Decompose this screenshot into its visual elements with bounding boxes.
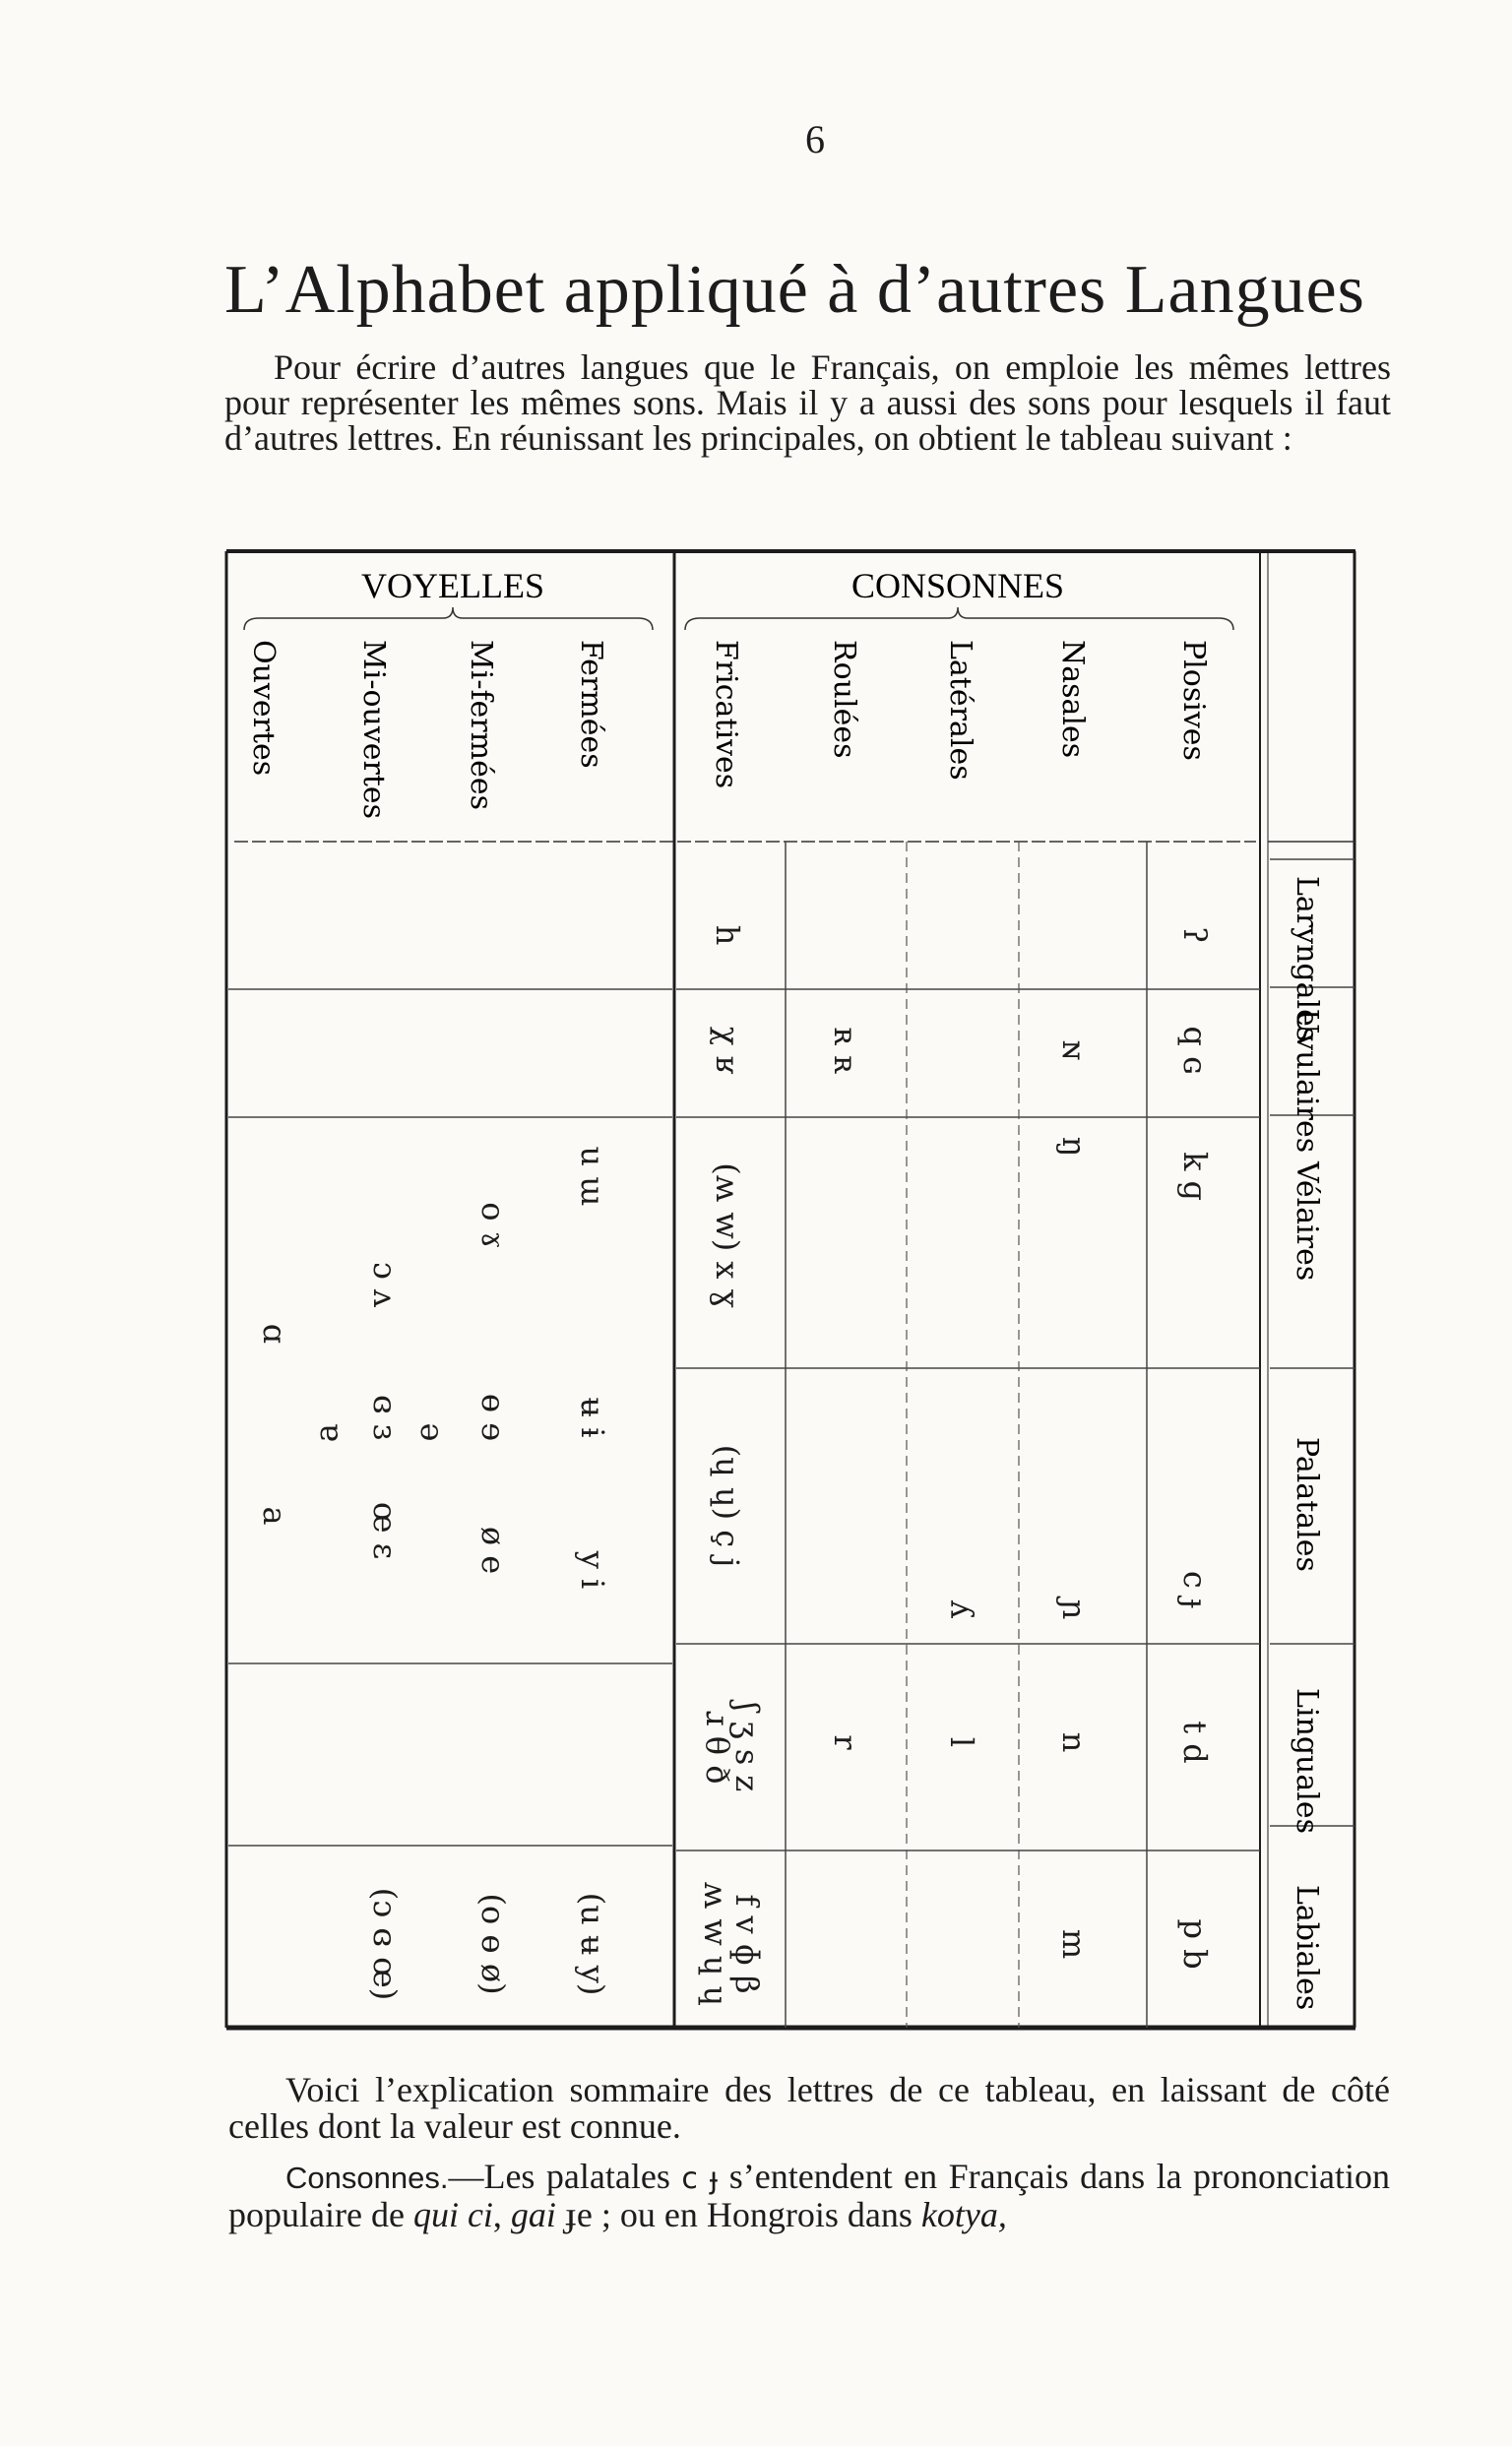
cell-labiales-mi-fermees: (o ɵ ø) — [474, 1893, 512, 1995]
cell-velaires-plosives: k ɡ — [1176, 1151, 1214, 1202]
example-gai: gai — [510, 2195, 556, 2234]
intro-text: Pour écrire d’autres langues que le Français, on emploie les mêmes lettres pour représenter les mêmes sons. Mais il y a aussi des sons pour lesquels il faut d’autres lettres. En réunissant les principales, on obtient le tableau suivant : — [224, 347, 1391, 458]
cell-velaires-fricatives: (ʍ w) x ɣ — [709, 1162, 746, 1308]
example-qui-ci: qui ci — [412, 2195, 493, 2234]
place-labiales: Labiales — [1290, 1885, 1324, 2011]
cell-laryngales-plosives: ʔ — [1176, 926, 1214, 944]
row-label-mi-ouvertes: Mi-ouvertes — [356, 640, 391, 820]
cell-linguales-fricatives-1: ʃ ʒ s z — [728, 1702, 766, 1792]
cell-uvulaires-fricatives: χ ʁ — [709, 1026, 746, 1075]
cell-linguales-fricatives-2: ɹ θ ð — [699, 1710, 736, 1785]
cell-velaires-nasales: ŋ — [1055, 1136, 1093, 1158]
row-label-fricatives: Fricatives — [709, 640, 743, 789]
explanation-paragraph-1: Voici l’explication sommaire des lettres de ce tableau, en laissant de côté celles dont la valeur est connue. — [228, 2070, 1390, 2146]
explanation-text-b: s’entendent en Français dans la prononciation populaire de — [228, 2157, 1390, 2234]
cell-labiales-fermees: (u ʉ y) — [574, 1892, 611, 1996]
row-label-nasales: Nasales — [1055, 640, 1090, 759]
cell-velaires-ouvertes: ɑ — [256, 1323, 293, 1345]
cell-palatales-nasales: ɲ — [1055, 1599, 1093, 1620]
palatal-symbols: c ɟ — [681, 2162, 719, 2196]
cell-uvulaires-plosives: q ɢ — [1176, 1026, 1214, 1075]
cell-linguales-roulees: r — [827, 1734, 864, 1750]
cell-linguales-nasales: n — [1055, 1731, 1093, 1753]
place-palatales: Palatales — [1290, 1437, 1324, 1572]
page-number: 6 — [805, 117, 825, 161]
cell-labiales-plosives: p b — [1176, 1918, 1214, 1970]
cell-palatales-ouvertes: a — [256, 1506, 293, 1526]
cell-linguales-plosives: t d — [1176, 1721, 1214, 1764]
explanation-section — [228, 2072, 1390, 2247]
row-label-roulees: Roulées — [827, 640, 861, 759]
row-label-ouvertes: Ouvertes — [246, 640, 281, 777]
cell-centrales-fermees: ʉ ɨ — [574, 1397, 611, 1438]
explanation-text-c: , — [492, 2195, 511, 2234]
row-label-plosives: Plosives — [1176, 640, 1211, 761]
cell-labiales-nasales: m — [1055, 1928, 1093, 1960]
consonnes-heading: Consonnes. — [285, 2161, 449, 2195]
cell-linguales-laterales: l — [943, 1736, 980, 1748]
row-label-mi-fermees: Mi-fermées — [464, 640, 498, 810]
cell-palatales-fricatives: (ɥ ɥ) ç j — [709, 1444, 746, 1568]
place-laryngales: Laryngales — [1290, 876, 1324, 1042]
cell-centrales-ouvertes: ɐ — [313, 1422, 350, 1442]
consonnes-header: CONSONNES — [850, 566, 1065, 605]
cell-centrales-schwa: ə — [413, 1422, 451, 1442]
row-label-laterales: Latérales — [943, 640, 977, 781]
ipa-chart-table — [224, 546, 1357, 2033]
voyelles-header: VOYELLES — [361, 566, 544, 605]
place-linguales: Linguales — [1290, 1688, 1324, 1834]
cell-palatales-plosives: c ɟ — [1176, 1570, 1214, 1609]
cell-centrales-mi-fermees: ɵ ɘ — [474, 1393, 512, 1442]
explanation-text-d: ɟe ; ou en Hongrois dans — [555, 2195, 921, 2234]
row-label-fermees: Fermées — [574, 640, 608, 769]
page-title: L’Alphabet appliqué à d’autres Langues — [224, 252, 1365, 328]
cell-velaires-mi-ouvertes: ɔ ʌ — [366, 1261, 404, 1308]
cell-palatales-laterales: ʎ — [943, 1599, 980, 1619]
intro-paragraph — [224, 349, 1391, 456]
cell-palatales-mi-ouvertes: œ ɛ — [366, 1501, 404, 1560]
place-uvulaires: Uvulaires — [1290, 1009, 1324, 1154]
cell-laryngales-fricatives: h — [709, 924, 746, 946]
cell-labiales-fricatives-1: f v ɸ β — [728, 1894, 766, 1994]
example-kotya: kotya, — [920, 2195, 1007, 2234]
explanation-paragraph-2 — [228, 2159, 1390, 2233]
cell-palatales-fermees: y i — [574, 1550, 611, 1590]
cell-labiales-mi-ouvertes: (ɔ ɞ œ) — [366, 1887, 404, 2001]
cell-palatales-mi-fermees: ø e — [474, 1526, 512, 1575]
cell-uvulaires-nasales: ɴ — [1055, 1039, 1093, 1061]
place-velaires: Vélaires — [1290, 1161, 1324, 1282]
cell-uvulaires-roulees: ʀ ʀ — [827, 1027, 864, 1074]
cell-velaires-fermees: u ɯ — [574, 1146, 611, 1207]
explanation-text-a: —Les palatales — [448, 2157, 682, 2196]
cell-velaires-mi-fermees: o ɤ — [474, 1202, 512, 1249]
cell-labiales-fricatives-2: ʍ w ɥ ɥ — [697, 1881, 734, 2007]
cell-centrales-mi-ouvertes: ɞ ɜ — [366, 1394, 404, 1441]
